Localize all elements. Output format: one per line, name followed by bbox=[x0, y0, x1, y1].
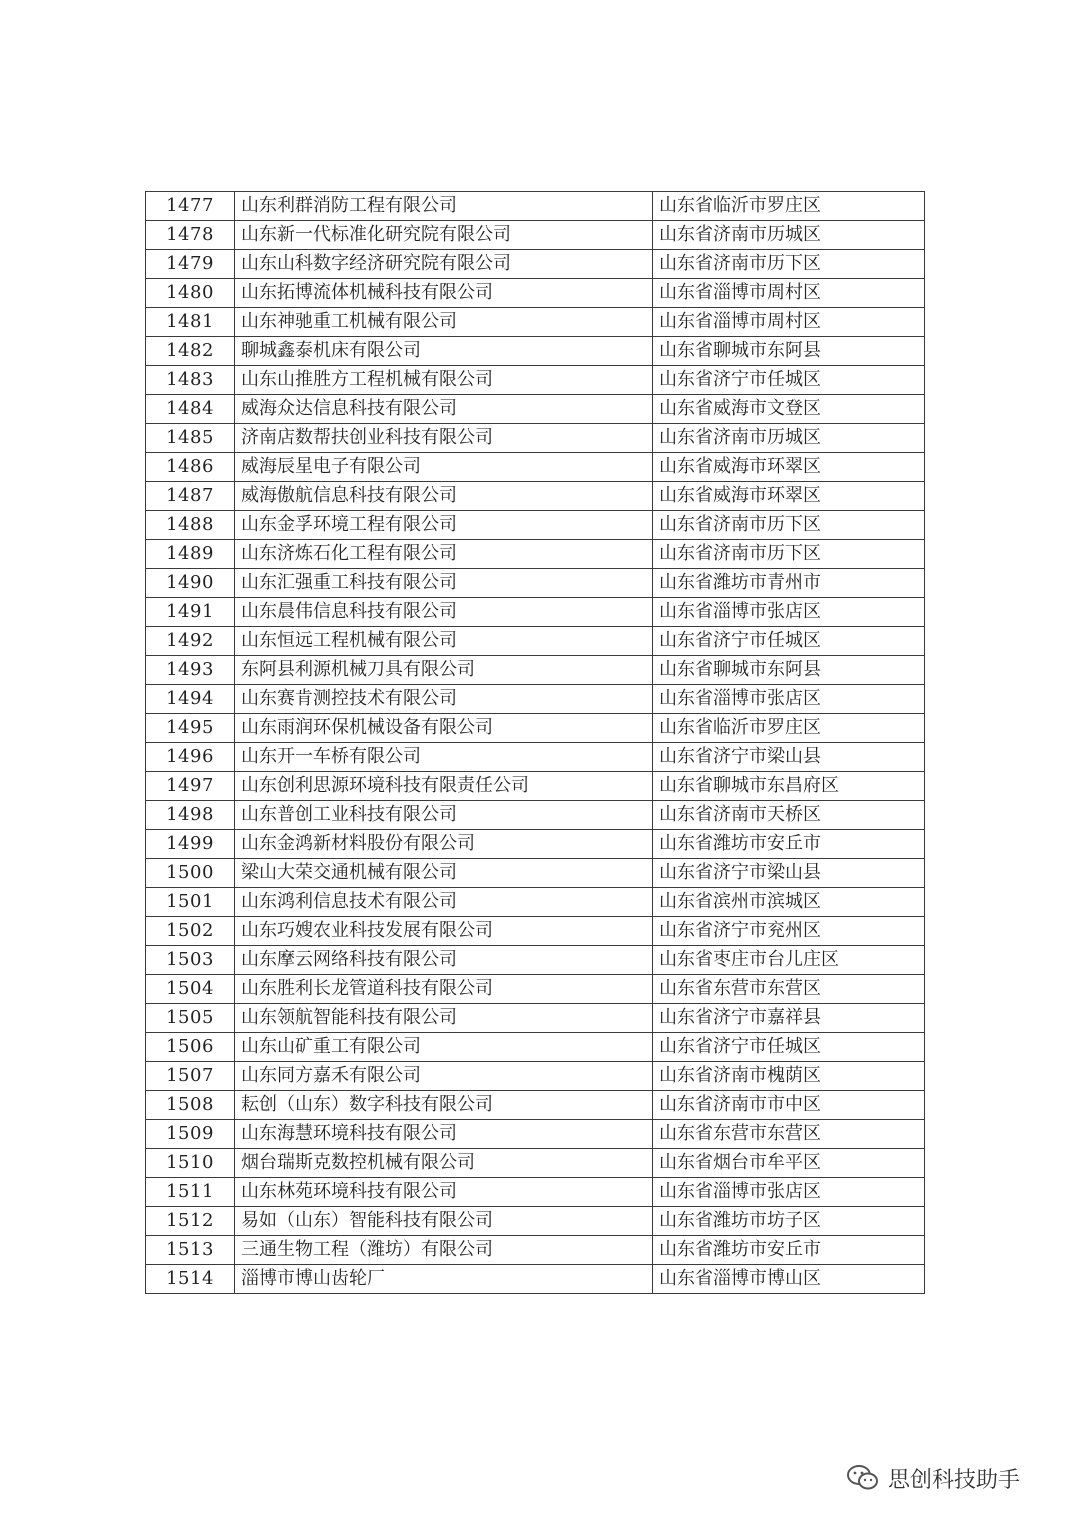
row-number: 1478 bbox=[146, 221, 235, 250]
company-location: 山东省济宁市任城区 bbox=[653, 627, 925, 656]
company-location: 山东省潍坊市安丘市 bbox=[653, 830, 925, 859]
row-number: 1513 bbox=[146, 1236, 235, 1265]
row-number: 1505 bbox=[146, 1004, 235, 1033]
company-location: 山东省潍坊市青州市 bbox=[653, 569, 925, 598]
table-row bbox=[146, 859, 925, 888]
table-row bbox=[146, 1091, 925, 1120]
table-row bbox=[146, 772, 925, 801]
row-number: 1506 bbox=[146, 1033, 235, 1062]
table-row bbox=[146, 569, 925, 598]
row-number: 1508 bbox=[146, 1091, 235, 1120]
table-row bbox=[146, 1178, 925, 1207]
table-body bbox=[146, 192, 925, 1294]
row-number: 1493 bbox=[146, 656, 235, 685]
row-number: 1481 bbox=[146, 308, 235, 337]
company-name: 山东晨伟信息科技有限公司 bbox=[235, 598, 653, 627]
table-row bbox=[146, 801, 925, 830]
company-location: 山东省济宁市梁山县 bbox=[653, 743, 925, 772]
row-number: 1499 bbox=[146, 830, 235, 859]
company-name: 山东赛肯测控技术有限公司 bbox=[235, 685, 653, 714]
row-number: 1482 bbox=[146, 337, 235, 366]
company-name: 聊城鑫泰机床有限公司 bbox=[235, 337, 653, 366]
row-number: 1486 bbox=[146, 453, 235, 482]
company-location: 山东省济宁市嘉祥县 bbox=[653, 1004, 925, 1033]
company-name: 山东鸿利信息技术有限公司 bbox=[235, 888, 653, 917]
table-row bbox=[146, 685, 925, 714]
row-number: 1490 bbox=[146, 569, 235, 598]
company-name: 山东雨润环保机械设备有限公司 bbox=[235, 714, 653, 743]
company-name: 山东神驰重工机械有限公司 bbox=[235, 308, 653, 337]
company-name: 山东摩云网络科技有限公司 bbox=[235, 946, 653, 975]
row-number: 1483 bbox=[146, 366, 235, 395]
row-number: 1501 bbox=[146, 888, 235, 917]
table-row bbox=[146, 279, 925, 308]
table-row bbox=[146, 1033, 925, 1062]
table-row bbox=[146, 598, 925, 627]
table-row bbox=[146, 743, 925, 772]
company-location: 山东省济宁市任城区 bbox=[653, 1033, 925, 1062]
row-number: 1484 bbox=[146, 395, 235, 424]
company-location: 山东省淄博市周村区 bbox=[653, 308, 925, 337]
table-row bbox=[146, 511, 925, 540]
company-name: 山东山推胜方工程机械有限公司 bbox=[235, 366, 653, 395]
table-row bbox=[146, 1120, 925, 1149]
company-name: 山东创利思源环境科技有限责任公司 bbox=[235, 772, 653, 801]
company-name: 山东金鸿新材料股份有限公司 bbox=[235, 830, 653, 859]
row-number: 1498 bbox=[146, 801, 235, 830]
table-row bbox=[146, 714, 925, 743]
row-number: 1510 bbox=[146, 1149, 235, 1178]
company-name: 济南店数帮扶创业科技有限公司 bbox=[235, 424, 653, 453]
company-location: 山东省济南市历城区 bbox=[653, 221, 925, 250]
table-row bbox=[146, 540, 925, 569]
company-location: 山东省济宁市兖州区 bbox=[653, 917, 925, 946]
company-location: 山东省聊城市东阿县 bbox=[653, 656, 925, 685]
company-location: 山东省东营市东营区 bbox=[653, 975, 925, 1004]
company-name: 山东开一车桥有限公司 bbox=[235, 743, 653, 772]
company-location: 山东省济南市市中区 bbox=[653, 1091, 925, 1120]
row-number: 1479 bbox=[146, 250, 235, 279]
company-name: 山东利群消防工程有限公司 bbox=[235, 192, 653, 221]
wechat-icon bbox=[846, 1464, 880, 1492]
company-location: 山东省东营市东营区 bbox=[653, 1120, 925, 1149]
table-row bbox=[146, 1062, 925, 1091]
row-number: 1503 bbox=[146, 946, 235, 975]
table-row bbox=[146, 656, 925, 685]
company-location: 山东省威海市环翠区 bbox=[653, 482, 925, 511]
company-location: 山东省聊城市东昌府区 bbox=[653, 772, 925, 801]
row-number: 1500 bbox=[146, 859, 235, 888]
company-name: 淄博市博山齿轮厂 bbox=[235, 1265, 653, 1294]
company-name: 烟台瑞斯克数控机械有限公司 bbox=[235, 1149, 653, 1178]
row-number: 1495 bbox=[146, 714, 235, 743]
table-row bbox=[146, 1149, 925, 1178]
row-number: 1480 bbox=[146, 279, 235, 308]
table-row bbox=[146, 1265, 925, 1294]
company-name: 山东海慧环境科技有限公司 bbox=[235, 1120, 653, 1149]
company-location: 山东省淄博市张店区 bbox=[653, 598, 925, 627]
company-location: 山东省济南市历下区 bbox=[653, 540, 925, 569]
company-name: 山东金孚环境工程有限公司 bbox=[235, 511, 653, 540]
row-number: 1494 bbox=[146, 685, 235, 714]
table-row bbox=[146, 453, 925, 482]
row-number: 1514 bbox=[146, 1265, 235, 1294]
row-number: 1491 bbox=[146, 598, 235, 627]
company-location: 山东省威海市文登区 bbox=[653, 395, 925, 424]
company-name: 三通生物工程（潍坊）有限公司 bbox=[235, 1236, 653, 1265]
table-row bbox=[146, 192, 925, 221]
company-name: 山东巧嫂农业科技发展有限公司 bbox=[235, 917, 653, 946]
row-number: 1488 bbox=[146, 511, 235, 540]
company-location: 山东省潍坊市安丘市 bbox=[653, 1236, 925, 1265]
company-name: 山东胜利长龙管道科技有限公司 bbox=[235, 975, 653, 1004]
company-name: 山东同方嘉禾有限公司 bbox=[235, 1062, 653, 1091]
company-location: 山东省聊城市东阿县 bbox=[653, 337, 925, 366]
table-row bbox=[146, 1236, 925, 1265]
company-name: 耘创（山东）数字科技有限公司 bbox=[235, 1091, 653, 1120]
table-row bbox=[146, 366, 925, 395]
row-number: 1504 bbox=[146, 975, 235, 1004]
row-number: 1487 bbox=[146, 482, 235, 511]
company-location: 山东省济宁市任城区 bbox=[653, 366, 925, 395]
company-location: 山东省济宁市梁山县 bbox=[653, 859, 925, 888]
company-name: 山东领航智能科技有限公司 bbox=[235, 1004, 653, 1033]
table-row bbox=[146, 830, 925, 859]
company-location: 山东省淄博市周村区 bbox=[653, 279, 925, 308]
table-row bbox=[146, 424, 925, 453]
row-number: 1511 bbox=[146, 1178, 235, 1207]
company-location: 山东省济南市槐荫区 bbox=[653, 1062, 925, 1091]
company-location: 山东省滨州市滨城区 bbox=[653, 888, 925, 917]
table-row bbox=[146, 337, 925, 366]
row-number: 1485 bbox=[146, 424, 235, 453]
table-row bbox=[146, 482, 925, 511]
company-name: 山东林苑环境科技有限公司 bbox=[235, 1178, 653, 1207]
company-name: 梁山大荣交通机械有限公司 bbox=[235, 859, 653, 888]
table-row bbox=[146, 888, 925, 917]
company-location: 山东省济南市历城区 bbox=[653, 424, 925, 453]
table-row bbox=[146, 917, 925, 946]
company-name: 山东普创工业科技有限公司 bbox=[235, 801, 653, 830]
company-location: 山东省威海市环翠区 bbox=[653, 453, 925, 482]
row-number: 1496 bbox=[146, 743, 235, 772]
row-number: 1492 bbox=[146, 627, 235, 656]
company-location: 山东省淄博市博山区 bbox=[653, 1265, 925, 1294]
row-number: 1502 bbox=[146, 917, 235, 946]
watermark-text: 思创科技助手 bbox=[888, 1467, 1021, 1493]
company-name: 威海众达信息科技有限公司 bbox=[235, 395, 653, 424]
company-location: 山东省济南市历下区 bbox=[653, 250, 925, 279]
table-row bbox=[146, 250, 925, 279]
company-location: 山东省济南市历下区 bbox=[653, 511, 925, 540]
company-name: 山东新一代标准化研究院有限公司 bbox=[235, 221, 653, 250]
company-location: 山东省淄博市张店区 bbox=[653, 685, 925, 714]
row-number: 1489 bbox=[146, 540, 235, 569]
company-list-table bbox=[145, 191, 925, 1294]
table-row bbox=[146, 1004, 925, 1033]
company-location: 山东省枣庄市台儿庄区 bbox=[653, 946, 925, 975]
row-number: 1497 bbox=[146, 772, 235, 801]
company-location: 山东省烟台市牟平区 bbox=[653, 1149, 925, 1178]
company-name: 威海辰星电子有限公司 bbox=[235, 453, 653, 482]
table-row bbox=[146, 975, 925, 1004]
company-location: 山东省济南市天桥区 bbox=[653, 801, 925, 830]
company-location: 山东省潍坊市坊子区 bbox=[653, 1207, 925, 1236]
company-name: 威海傲航信息科技有限公司 bbox=[235, 482, 653, 511]
company-name: 山东山矿重工有限公司 bbox=[235, 1033, 653, 1062]
row-number: 1509 bbox=[146, 1120, 235, 1149]
row-number: 1512 bbox=[146, 1207, 235, 1236]
table-row bbox=[146, 627, 925, 656]
table-row bbox=[146, 946, 925, 975]
row-number: 1507 bbox=[146, 1062, 235, 1091]
table-row bbox=[146, 395, 925, 424]
company-name: 东阿县利源机械刀具有限公司 bbox=[235, 656, 653, 685]
watermark bbox=[846, 1460, 1020, 1496]
table-row bbox=[146, 221, 925, 250]
row-number: 1477 bbox=[146, 192, 235, 221]
company-name: 山东恒远工程机械有限公司 bbox=[235, 627, 653, 656]
table-row bbox=[146, 1207, 925, 1236]
company-name: 山东山科数字经济研究院有限公司 bbox=[235, 250, 653, 279]
company-name: 易如（山东）智能科技有限公司 bbox=[235, 1207, 653, 1236]
company-location: 山东省淄博市张店区 bbox=[653, 1178, 925, 1207]
company-name: 山东拓博流体机械科技有限公司 bbox=[235, 279, 653, 308]
company-name: 山东济炼石化工程有限公司 bbox=[235, 540, 653, 569]
table-row bbox=[146, 308, 925, 337]
company-location: 山东省临沂市罗庄区 bbox=[653, 192, 925, 221]
company-location: 山东省临沂市罗庄区 bbox=[653, 714, 925, 743]
company-name: 山东汇强重工科技有限公司 bbox=[235, 569, 653, 598]
